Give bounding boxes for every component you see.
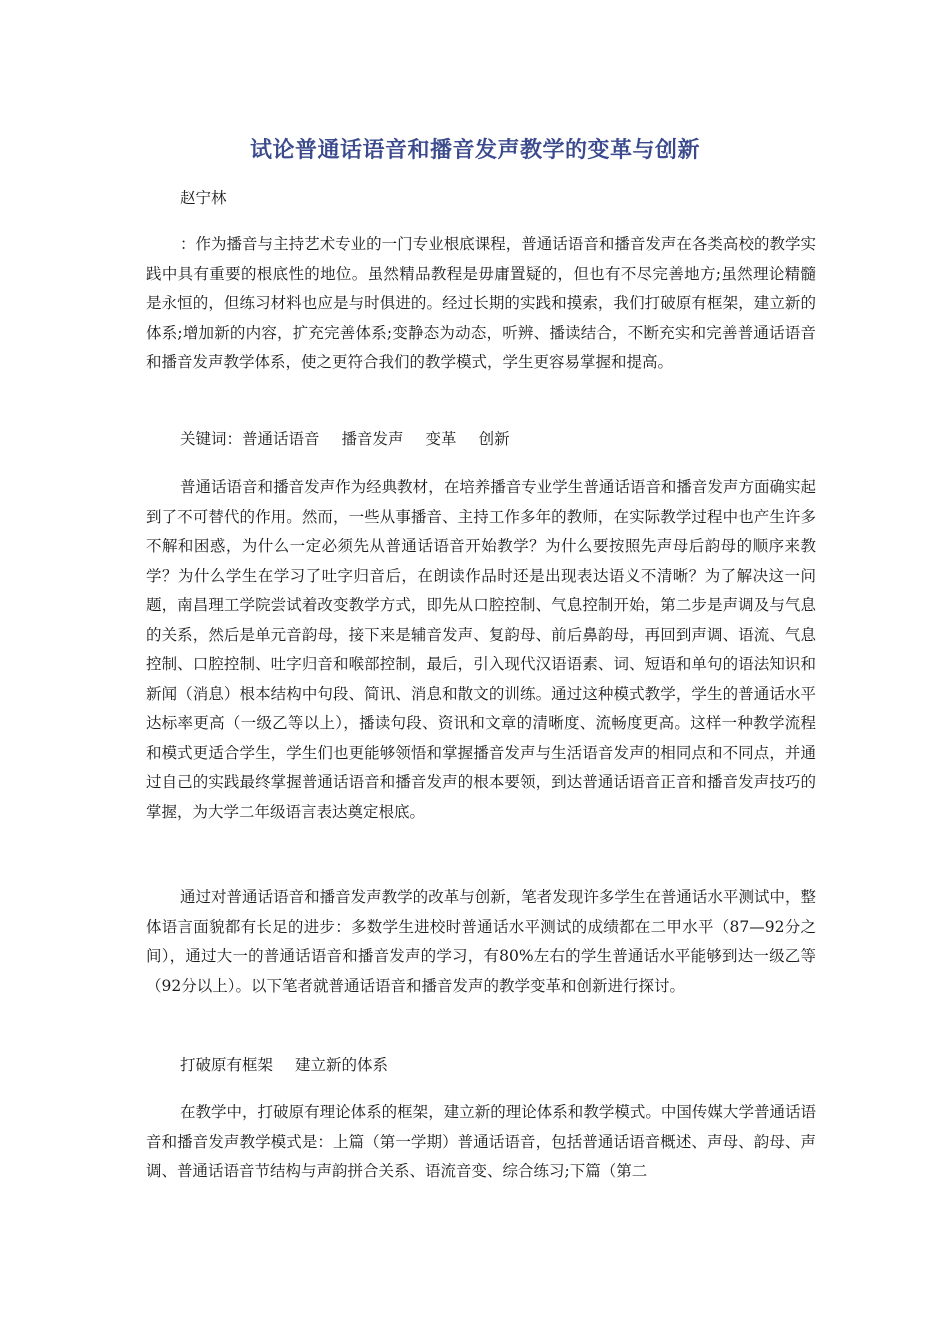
keyword: 播音发声 <box>341 430 404 448</box>
section-heading-part: 建立新的体系 <box>295 1056 389 1074</box>
body-paragraph-3: 在教学中，打破原有理论体系的框架，建立新的理论体系和教学模式。中国传媒大学普通话语音和播音发声教学模式是：上篇（第一学期）普通话语音，包括普通话语音概述、声母、韵母、声调、普通话语音节结构与声韵拼合关系、语流音变、综合练习;下篇（第二 <box>146 1103 816 1180</box>
paper-title: 试论普通话语音和播音发声教学的变革与创新 <box>249 138 700 163</box>
abstract-paragraph: ：作为播音与主持艺术专业的一门专业根底课程，普通话语音和播音发声在各类高校的教学实践中具有重要的根底性的地位。虽然精品教程是毋庸置疑的，但也有不尽完善地方;虽然理论精髓是永恒的，但练习材料也应是与时俱进的。经过长期的实践和摸索，我们打破原有框架，建立新的体系;增加新的内容，扩充完善体系;变静态为动态，听辨、播读结合，不断充实和完善普通话语音和播音发声教学体系，使之更符合我们的教学模式，学生更容易掌握和提高。 <box>146 235 816 371</box>
body-paragraph-2: 通过对普通话语音和播音发声教学的改革与创新，笔者发现许多学生在普通话水平测试中，整体语言面貌都有长足的进步：多数学生进校时普通话水平测试的成绩都在二甲水平（87—92分之间），通过大一的普通话语音和播音发声的学习，有80%左右的学生普通话水平能够到达一级乙等（92分以上）。以下笔者就普通话语音和播音发声的教学变革和创新进行探讨。 <box>146 888 816 995</box>
keywords-label: 关键词： <box>180 430 243 448</box>
keyword: 创新 <box>478 430 510 448</box>
author-name: 赵宁林 <box>180 189 227 207</box>
section-heading <box>146 1051 816 1081</box>
keyword: 普通话语音 <box>242 430 320 448</box>
section-heading-part: 打破原有框架 <box>180 1056 274 1074</box>
keyword: 变革 <box>425 430 457 448</box>
body-paragraph-1: 普通话语音和播音发声作为经典教材，在培养播音专业学生普通话语音和播音发声方面确实起到了不可替代的作用。然而，一些从事播音、主持工作多年的教师，在实际教学过程中也产生许多不解和困惑，为什么一定必须先从普通话语音开始教学？为什么要按照先声母后韵母的顺序来教学？为什么学生在学习了吐字归音后，在朗读作品时还是出现表达语义不清晰？为了解决这一问题，南昌理工学院尝试着改变教学方式，即先从口腔控制、气息控制开始，第二步是声调及与气息的关系，然后是单元音韵母，接下来是辅音发声、复韵母、前后鼻韵母，再回到声调、语流、气息控制、口腔控制、吐字归音和喉部控制，最后，引入现代汉语语素、词、短语和单句的语法知识和新闻（消息）根本结构中句段、简讯、消息和散文的训练。通过这种模式教学，学生的普通话水平达标率更高（一级乙等以上），播读句段、资讯和文章的清晰度、流畅度更高。这样一种教学流程和模式更适合学生，学生们也更能够领悟和掌握播音发声与生活语音发声的相同点和不同点，并通过自己的实践最终掌握普通话语音和播音发声的根本要领，到达普通话语音正音和播音发声技巧的掌握，为大学二年级语言表达奠定根底。 <box>146 478 816 821</box>
keywords-line <box>146 425 816 455</box>
